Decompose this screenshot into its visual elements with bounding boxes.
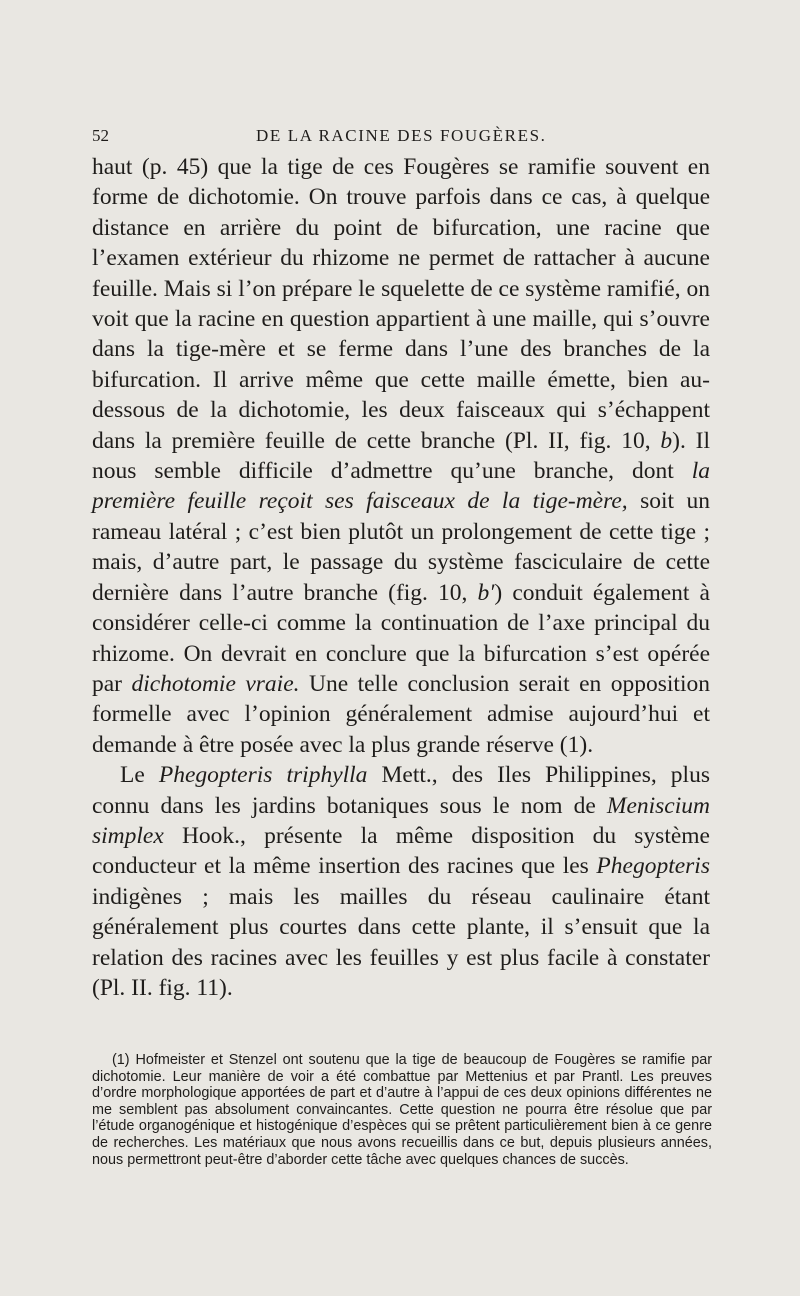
italic-run: b xyxy=(660,427,673,454)
text-run: haut (p. 45) que la tige de ces Fougères se ramifie souvent en forme de dichotomie. On trouve parfois dans ce cas, à quelque distance en arrière du point de bifurcation, une racine que l’examen extérieur du rhizome ne permet de rattacher à aucune feuille. Mais si l’on prépare le squelette de ce système ramifié, on voit que la racine en question appartient à une maille, qui s’ouvre dans la tige-mère et se ferme dans l’une des branches de la bifurcation. Il arrive même que cette maille émette, bien au-dessous de la dichotomie, les deux faisceaux qui s’échappent dans la première feuille de cette branche (Pl. II, fig. 10, xyxy=(92,154,710,454)
running-header xyxy=(92,126,710,150)
page-number: 52 xyxy=(92,126,109,145)
italic-run: b′ xyxy=(477,579,495,606)
paragraph-1 xyxy=(92,152,710,760)
text-run: Le xyxy=(120,762,159,789)
italic-run: la première feuille reçoit ses faisceaux de la tige-mère, xyxy=(92,458,710,515)
text-run: indigènes ; mais les mailles du réseau caulinaire étant généralement plus courtes dans cette plante, il s’ensuit que la relation des racines avec les feuilles y est plus facile à constater (Pl. II. fig. 11). xyxy=(92,883,710,1001)
text-run: ) conduit également à considérer celle-ci comme la continuation de l’axe principal du rhizome. On devrait en conclure que la bifurcation s’est opérée par xyxy=(92,579,710,697)
text-run: Hook., présente la même disposition du système conducteur et la même insertion des racines que les xyxy=(92,822,710,880)
italic-run: Phegopteris triphylla xyxy=(158,762,368,789)
main-text xyxy=(92,152,710,1003)
italic-run: dichotomie vraie. xyxy=(131,670,300,697)
footnote: (1) Hofmeister et Stenzel ont soutenu que la tige de beaucoup de Fougères se ramifie par dichotomie. Leur manière de voir a été combattue par Mettenius et par Prantl. Les preuves d’ordre morphologique apportées de part et d’autre à l’appui de ces deux opinions différentes ne me semblent pas absolument convaincantes. Cette question ne pourra être résolue que par l’étude organogénique et histogénique d’espèces qui se prêtent particulièrement bien à ce genre de recherches. Les matériaux que nous avons recueillis dans ce but, depuis plusieurs années, nous permettront peut-être d’aborder cette tâche avec quelques chances de succès. xyxy=(92,1052,712,1168)
paragraph-2 xyxy=(92,760,710,1003)
running-title: DE LA RACINE DES FOUGÈRES. xyxy=(256,126,547,145)
text-run: soit un rameau latéral ; c’est bien plutôt un prolongement de cette tige ; mais, d’autre part, le passage du système fasciculaire de cette dernière dans l’autre branche (fig. 10, xyxy=(92,488,710,606)
italic-run: Meniscium simplex xyxy=(92,792,710,849)
text-run: ). Il nous semble difficile d’admettre qu’une branche, dont xyxy=(92,427,710,485)
text-run: Mett., des Iles Philippines, plus connu dans les jardins botaniques sous le nom de xyxy=(92,762,710,819)
text-run: Une telle conclusion serait en opposition formelle avec l’opinion généralement admise aujourd’hui et demande à être posée avec la plus grande réserve (1). xyxy=(92,670,710,758)
italic-run: Phegopteris xyxy=(596,853,710,880)
